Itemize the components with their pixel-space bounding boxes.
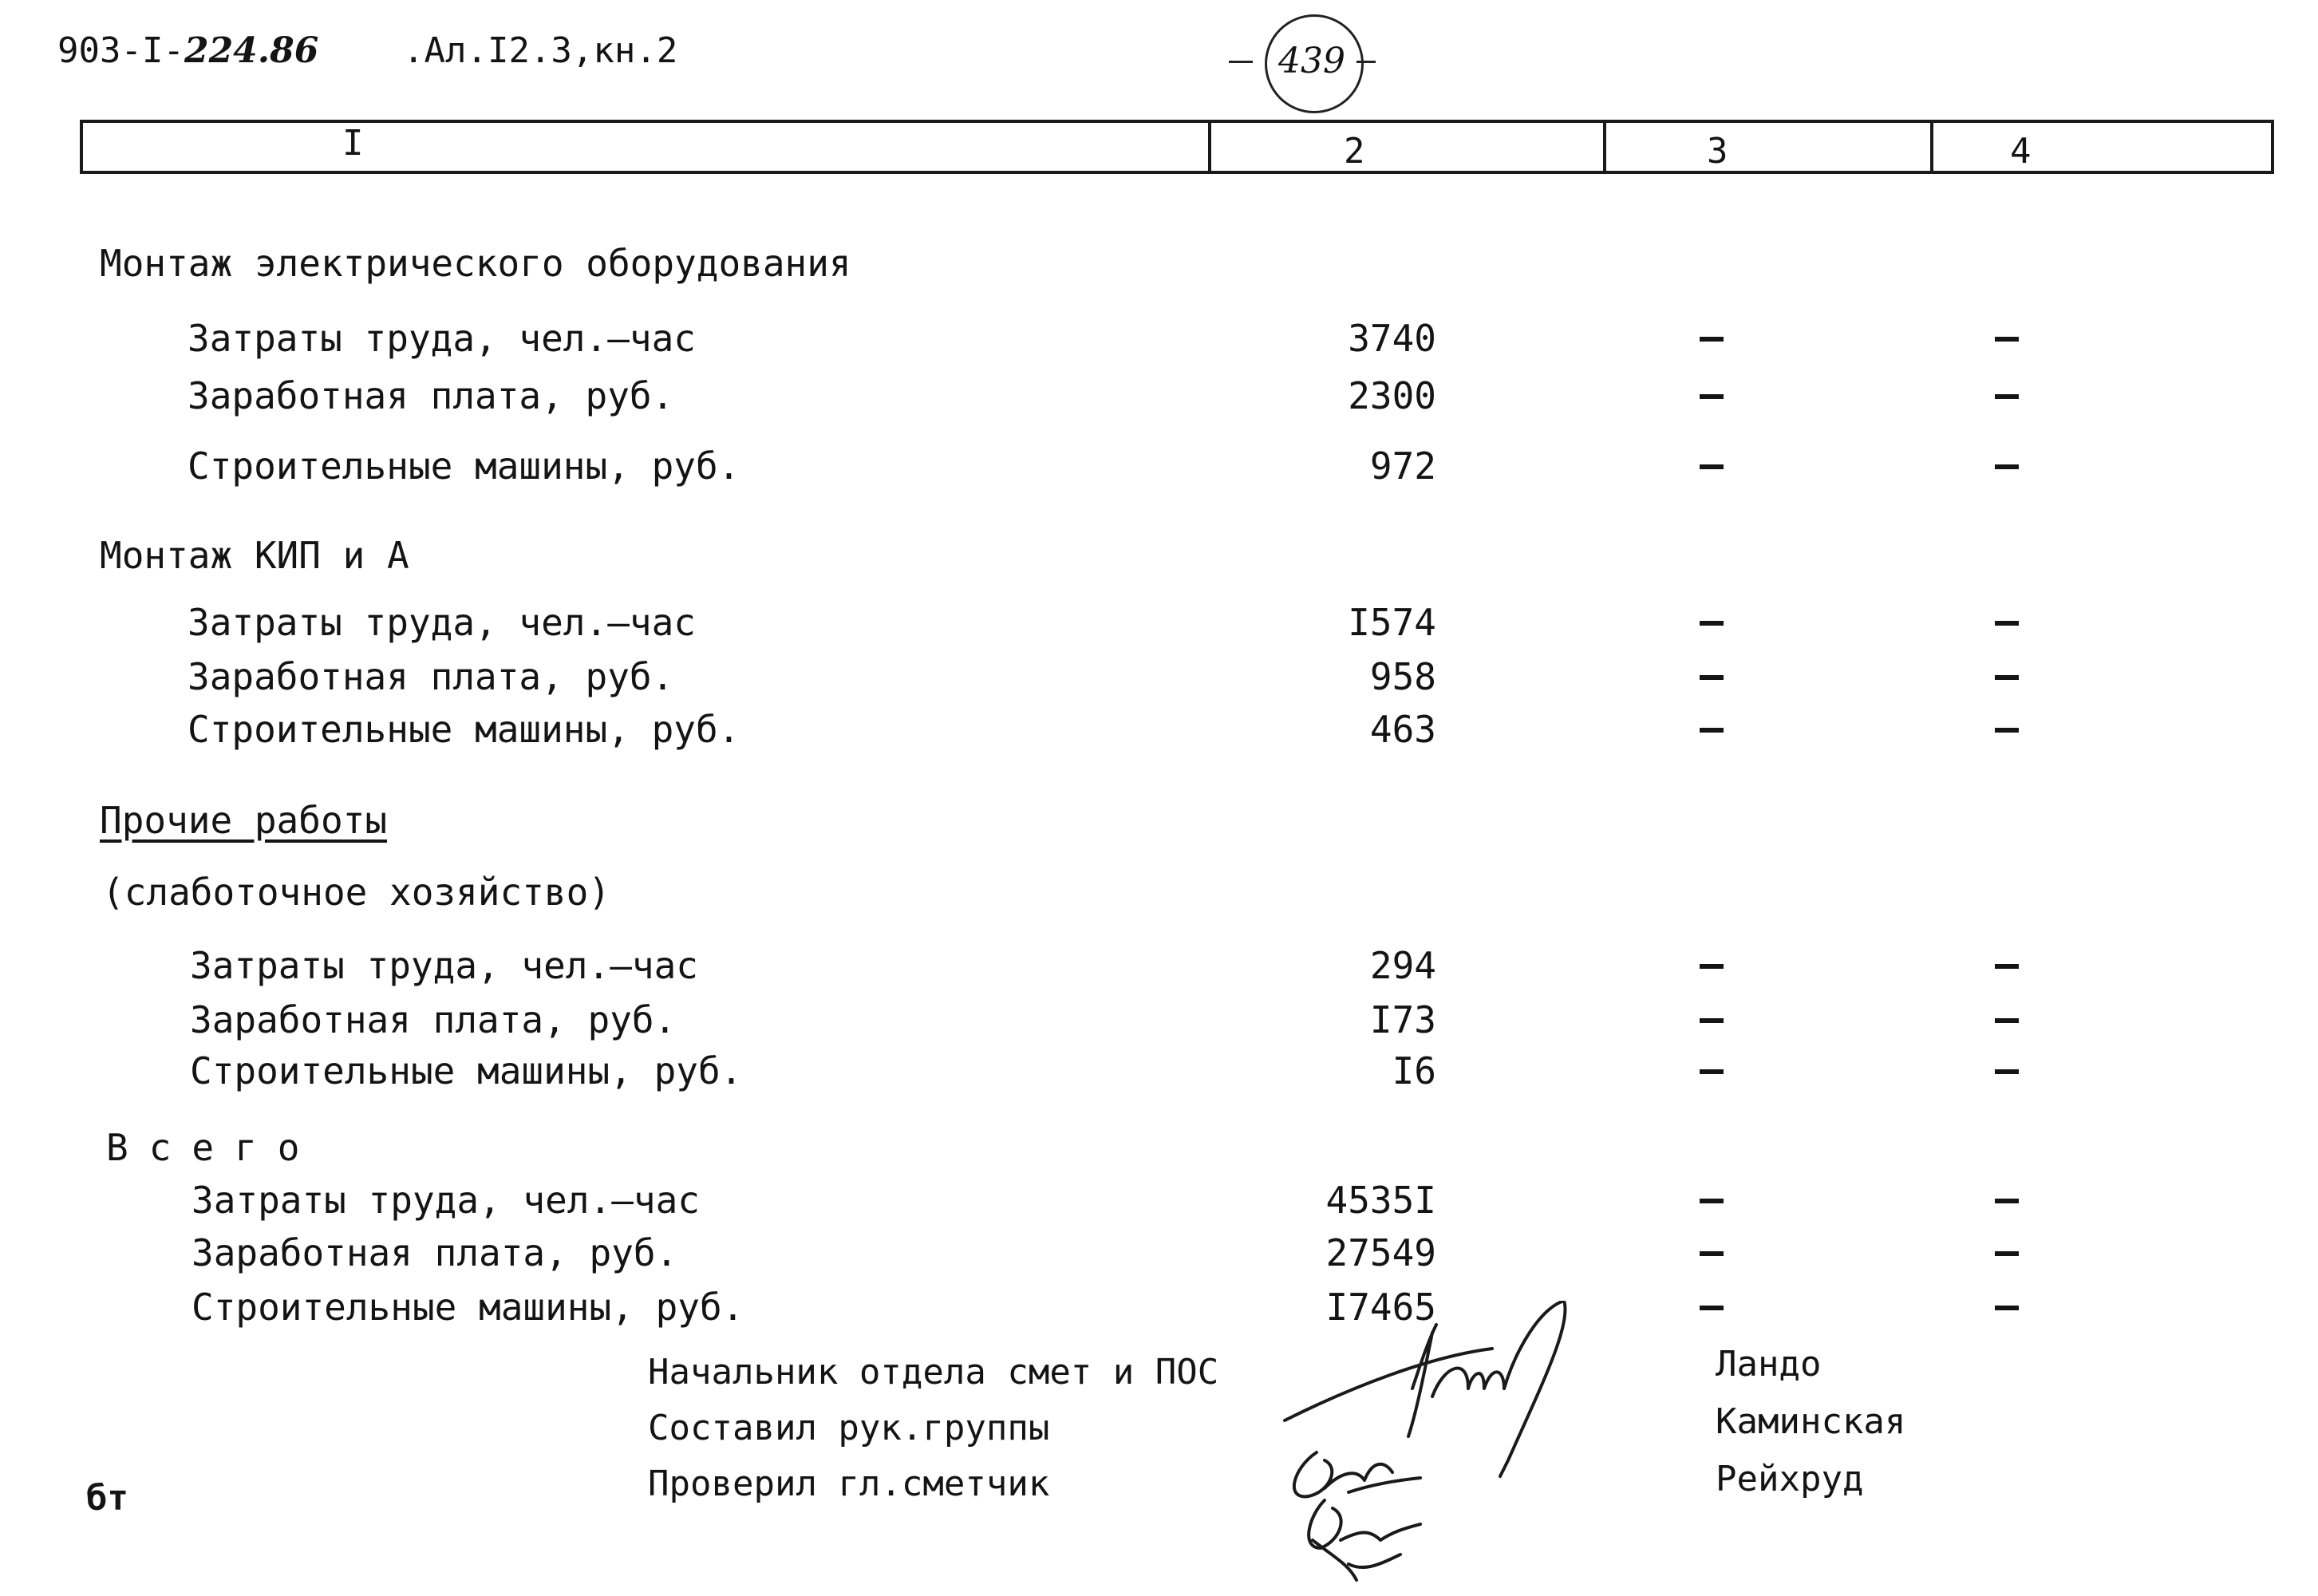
row-label: Заработная плата, руб. [188,655,674,698]
row-value: 2300 [1348,374,1436,417]
dash-col3 [1700,1306,1724,1310]
row-label: Заработная плата, руб. [192,1231,678,1274]
row-label: Строительные машины, руб. [192,1286,744,1329]
column-header-3: 3 [1707,131,1728,172]
page-number: 439 [1278,41,1345,81]
dash-col3 [1700,394,1724,399]
row-label: Заработная плата, руб. [188,374,674,417]
row-label: Затраты труда, чел.–час [192,1179,700,1222]
signature-stroke [1309,1500,1420,1580]
section-title: Монтаж электрического оборудования [100,242,851,285]
dash-col3 [1700,964,1724,969]
row-value: 463 [1369,708,1436,751]
dash-col3 [1700,337,1724,342]
dash-col4 [1995,621,2019,626]
row-label: Затраты труда, чел.–час [188,601,696,644]
dash-col4 [1995,464,2019,469]
column-divider [1930,123,1933,171]
row-label: Заработная плата, руб. [190,998,677,1041]
dash-col4 [1995,675,2019,680]
dash-col3 [1700,728,1724,733]
dash-col3 [1700,621,1724,626]
row-value: 958 [1369,655,1436,698]
row-value: 294 [1369,944,1436,987]
album-reference: .Ал.I2.3,кн.2 [403,30,678,71]
signature-name: Каминская [1716,1401,1906,1442]
column-divider [1603,123,1606,171]
row-value: 4535I [1325,1179,1436,1222]
signature-stroke [1432,1301,1566,1476]
row-label: Затраты труда, чел.–час [188,317,696,360]
row-value: I7465 [1325,1286,1436,1329]
dash-col3 [1700,1199,1724,1203]
section-subtitle: (слаботочное хозяйство) [102,871,610,914]
handwritten-signatures [1229,1301,1644,1596]
total-title: Всего [106,1126,321,1169]
page-number-stamp [1229,14,1388,102]
document-code-prefix: 903-I- [57,30,184,71]
row-label: Строительные машины, руб. [190,1049,743,1092]
dash-col3 [1700,675,1724,680]
row-label: Затраты труда, чел.–час [190,944,698,987]
signature-role: Проверил гл.сметчик [648,1464,1050,1504]
dash-col3 [1700,1069,1724,1074]
column-header-2: 2 [1344,131,1365,172]
section-title: Прочие работы [100,799,388,842]
dash-col4 [1995,1018,2019,1023]
dash-col4 [1995,964,2019,969]
dash-col4 [1995,728,2019,733]
signature-stroke [1408,1325,1436,1436]
dash-left [1229,61,1253,63]
column-header-4: 4 [2010,131,2032,172]
row-label: Строительные машины, руб. [188,708,740,751]
row-value: I73 [1369,998,1436,1041]
signature-role: Начальник отдела смет и ПОС [648,1352,1219,1393]
row-value: 972 [1369,444,1436,488]
dash-col3 [1700,1251,1724,1256]
dash-right [1356,61,1376,63]
dash-col4 [1995,1306,2019,1310]
dash-col3 [1700,464,1724,469]
signature-name: Ландо [1716,1344,1822,1385]
signature-stroke [1285,1349,1492,1420]
row-value: 3740 [1348,317,1436,360]
signature-name: Рейхруд [1716,1459,1864,1499]
row-value: I574 [1348,601,1436,644]
document-code-handwritten: 224.86 [184,30,319,71]
column-header-row [80,120,2274,174]
column-divider [1208,123,1211,171]
row-value: 27549 [1325,1231,1436,1274]
section-title: Монтаж КИП и А [100,534,409,577]
dash-col4 [1995,1069,2019,1074]
row-label: Строительные машины, руб. [188,444,740,488]
document-code [57,30,318,71]
dash-col4 [1995,337,2019,342]
row-value: I6 [1392,1049,1436,1092]
dash-col3 [1700,1018,1724,1023]
signature-stroke [1294,1452,1420,1496]
column-header-1: I [342,123,364,164]
dash-col4 [1995,1251,2019,1256]
dash-col4 [1995,1199,2019,1203]
dash-col4 [1995,394,2019,399]
signature-role: Составил рук.группы [648,1408,1050,1448]
footer-mark: бт [86,1478,128,1519]
